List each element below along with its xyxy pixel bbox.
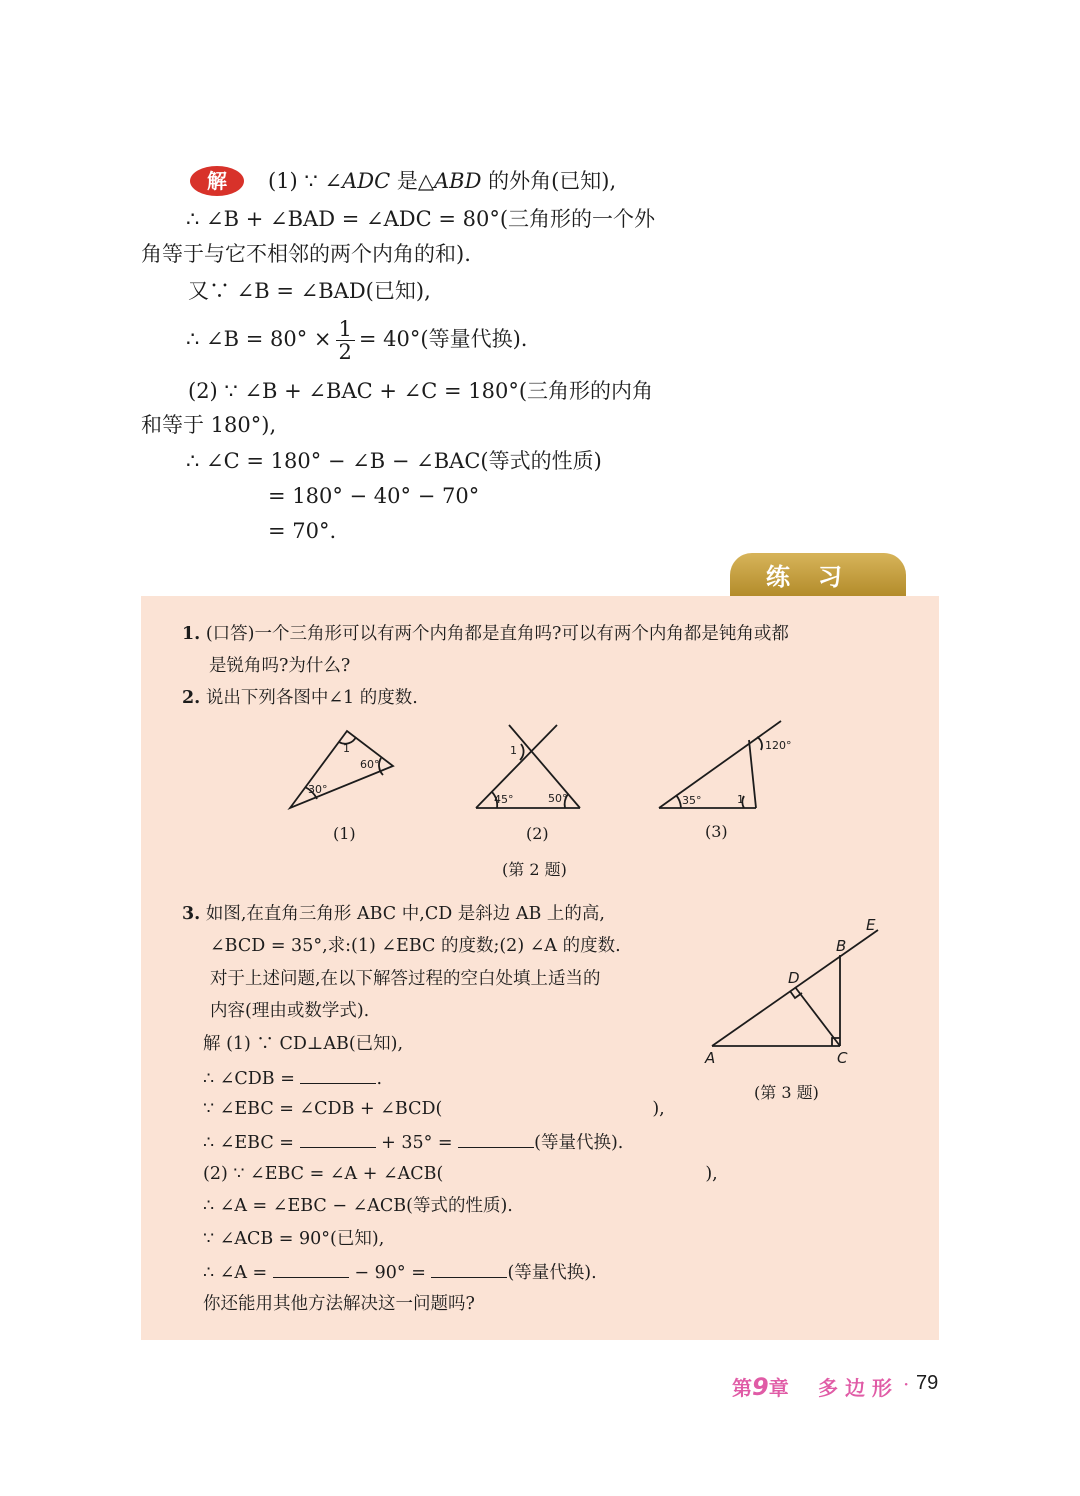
fig3-point-a: A	[705, 1049, 716, 1067]
fig3-point-b: B	[836, 937, 847, 955]
solution-line-7: 和等于 180°),	[141, 413, 277, 437]
footer-chapter: 第9章	[732, 1373, 789, 1401]
solution-line-5: ∴ ∠B = 80° × $\frac{1}{2}$ = 40°(等量代换).	[186, 317, 528, 364]
fig2-angle-50: 50°	[548, 792, 568, 805]
fig3-point-d: D	[788, 969, 800, 987]
fig3-angle-35: 35°	[682, 794, 702, 807]
step-7: ∵ ∠ACB = 90°(已知),	[203, 1229, 385, 1249]
step-2: ∴ ∠CDB = .	[203, 1065, 382, 1091]
question-2: 2. 说出下列各图中∠1 的度数.	[182, 688, 418, 708]
step-3: ∵ ∠EBC = ∠CDB + ∠BCD( ),	[203, 1099, 665, 1119]
solution-line-6: (2) ∵ ∠B + ∠BAC + ∠C = 180°(三角形的内角	[188, 379, 654, 403]
question-1-cont: 是锐角吗?为什么?	[209, 656, 351, 676]
solution-line-1: (1) ∵ ∠ADC 是△ABD 的外角(已知),	[268, 169, 617, 193]
solution-line-9: = 180° − 40° − 70°	[268, 484, 480, 508]
step-9: 你还能用其他方法解决这一问题吗?	[203, 1294, 475, 1314]
question-3-line-4: 内容(理由或数学式).	[210, 1001, 370, 1021]
fig2-angle-45: 45°	[494, 793, 514, 806]
fig1-angle-30: 30°	[308, 783, 328, 796]
question-3-line-3: 对于上述问题,在以下解答过程的空白处填上适当的	[210, 969, 601, 989]
footer-dot: ·	[903, 1372, 910, 1396]
fig3-angle-1: 1	[737, 793, 744, 806]
question-3: 3. 如图,在直角三角形 ABC 中,CD 是斜边 AB 上的高,	[182, 904, 605, 924]
fig2-angle-1: 1	[510, 744, 517, 757]
fig-label-2: (2)	[526, 824, 549, 843]
fig-caption-2: (第 2 题)	[502, 860, 567, 879]
step-8: ∴ ∠A = − 90° = (等量代换).	[203, 1259, 597, 1285]
fig3-right-angle-d	[790, 991, 802, 998]
solution-line-2: ∴ ∠B + ∠BAD = ∠ADC = 80°(三角形的一个外	[186, 207, 656, 231]
fig1-angle-60: 60°	[360, 758, 380, 771]
page-number: 79	[916, 1372, 939, 1394]
exercise-tab: 练习	[730, 553, 906, 597]
step-5: (2) ∵ ∠EBC = ∠A + ∠ACB( ),	[203, 1164, 718, 1184]
fig-caption-3: (第 3 题)	[754, 1083, 819, 1102]
fraction-one-half: $\frac{1}{2}$	[336, 318, 355, 363]
fig3-point-e: E	[866, 916, 876, 934]
footer-title: 多 边 形	[818, 1376, 892, 1400]
solution-line-10: = 70°.	[268, 519, 337, 543]
solution-line-4: 又∵ ∠B = ∠BAD(已知),	[188, 279, 431, 303]
fig3-point-c: C	[837, 1049, 848, 1067]
solution-line-8: ∴ ∠C = 180° − ∠B − ∠BAC(等式的性质)	[186, 449, 602, 473]
fig-label-3: (3)	[705, 822, 728, 841]
solution-badge: 解	[190, 166, 244, 196]
solution-line-3: 角等于与它不相邻的两个内角的和).	[141, 242, 471, 266]
fig-label-1: (1)	[333, 824, 356, 843]
fig3-angle-120: 120°	[765, 739, 792, 752]
fig1-angle-1: 1	[343, 742, 350, 755]
question-1: 1. (口答)一个三角形可以有两个内角都是直角吗?可以有两个内角都是钝角或都	[182, 624, 789, 644]
step-4: ∴ ∠EBC = + 35° = (等量代换).	[203, 1129, 623, 1155]
question-3-line-2: ∠BCD = 35°,求:(1) ∠EBC 的度数;(2) ∠A 的度数.	[210, 936, 621, 956]
step-6: ∴ ∠A = ∠EBC − ∠ACB(等式的性质).	[203, 1196, 513, 1216]
step-1: 解 (1) ∵ CD⊥AB(已知),	[203, 1034, 404, 1054]
